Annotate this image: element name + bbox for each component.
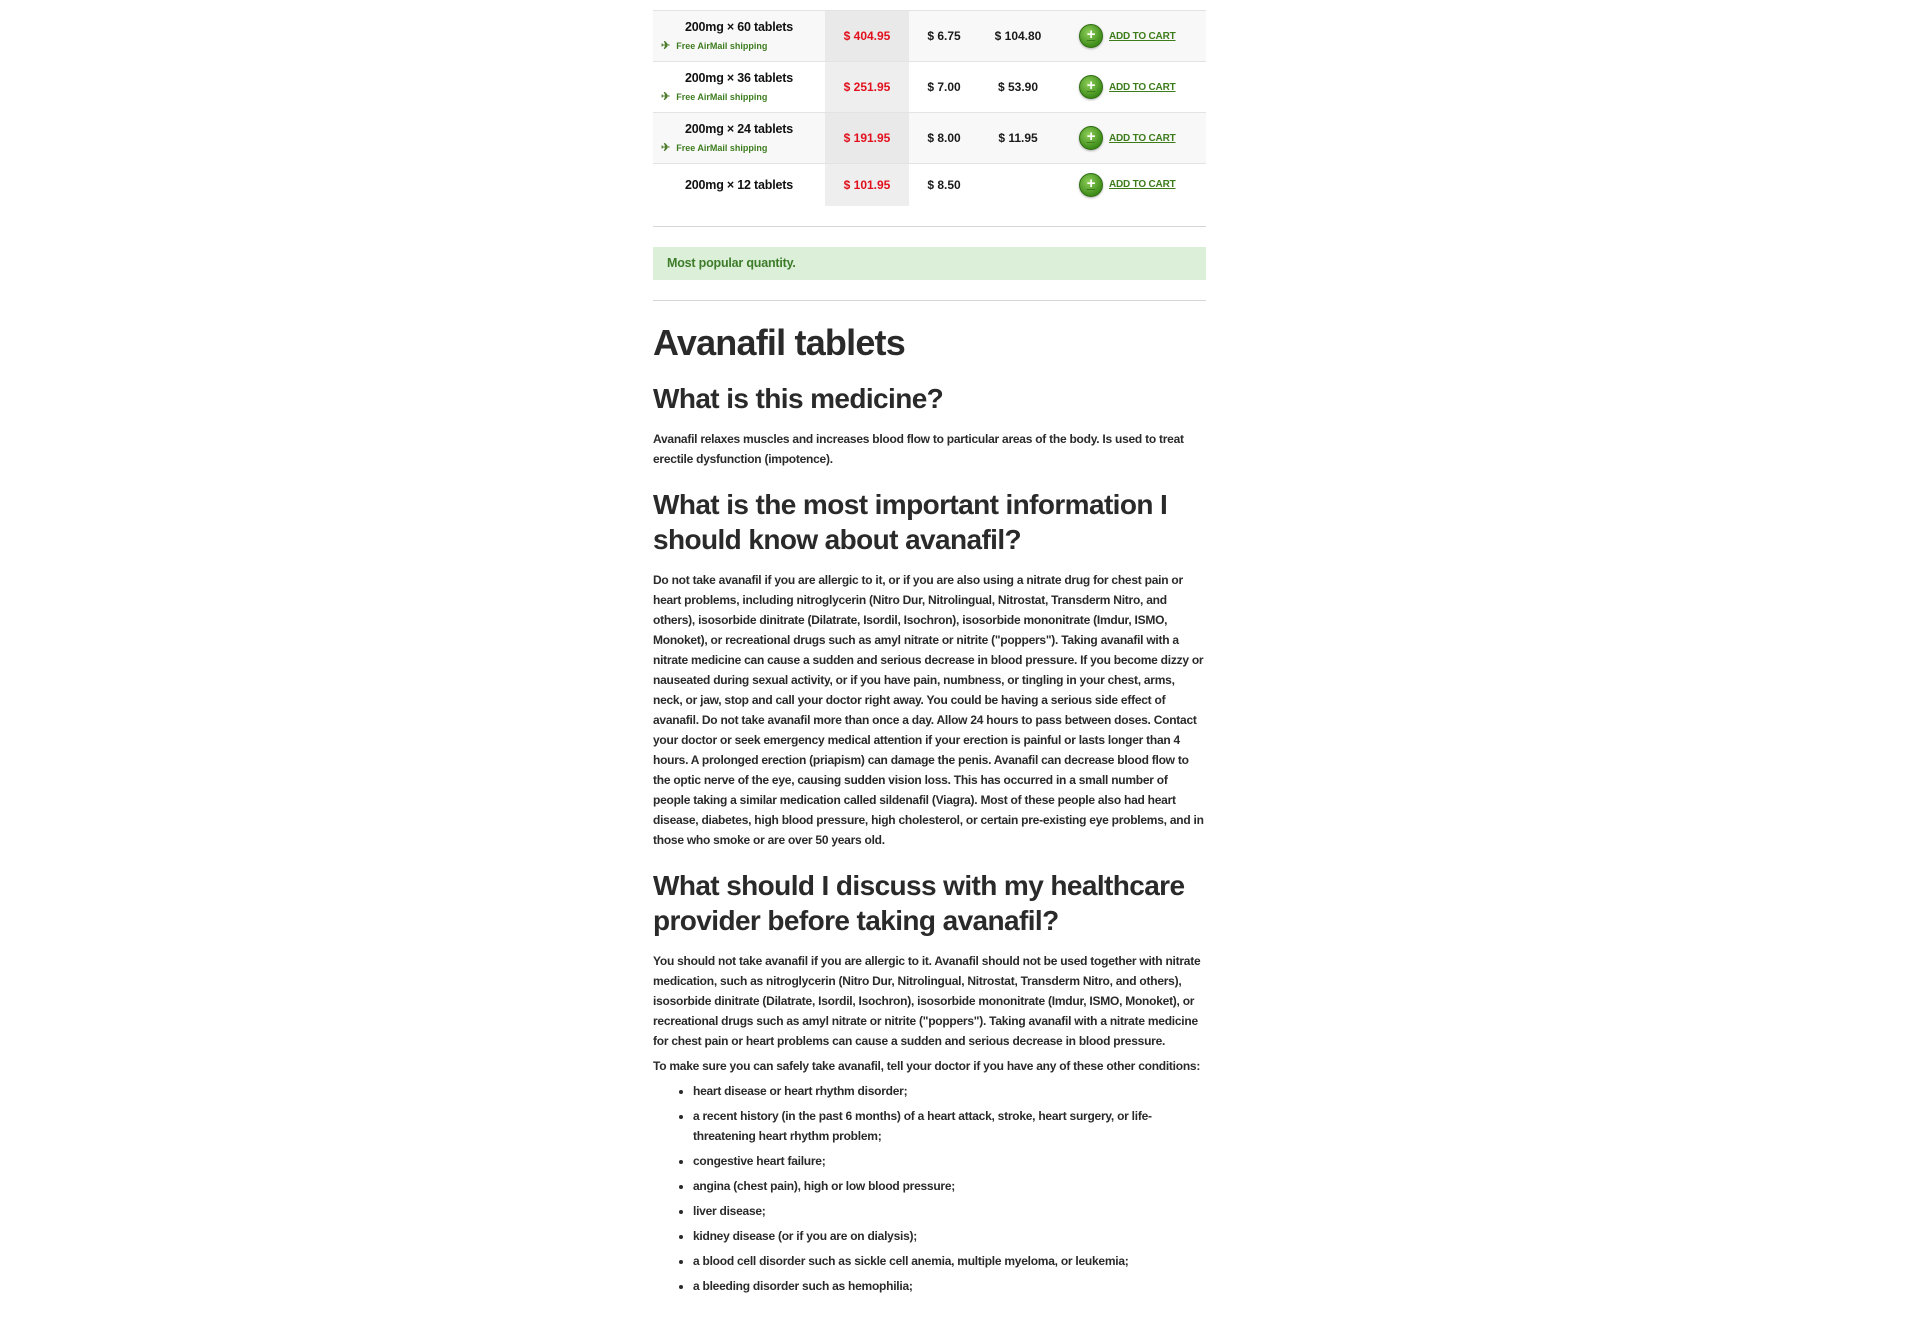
- airplane-icon: ✈: [661, 91, 671, 103]
- package-price: $ 191.95: [825, 113, 909, 164]
- list-item: • kidney disease (or if you are on dialysis);: [693, 1226, 1206, 1246]
- section-text: Do not take avanafil if you are allergic to it, or if you are also using a nitrate drug for chest pain or heart problems, including nitroglycerin (Nitro Dur, Nitrolingual, Nitrostat, Transderm Nitro, and others), isosorbide dinitrate (Dilatrate, Isordil, Isochron), isosorbide mononitrate (Imdur, ISMO, Monoket), or recreational drugs such as amyl nitrate or nitrite ("poppers"). Taking avanafil with a nitrate medicine can cause a sudden and serious decrease in blood pressure. If you become dizzy or nauseated during sexual activity, or if you have pain, numbness, or tingling in your chest, arms, neck, or jaw, stop and call your doctor right away. You could be having a serious side effect of avanafil. Do not take avanafil more than once a day. Allow 24 hours to pass between doses. Contact your doctor or seek emergency medical attention if your erection is painful or lasts longer than 4 hours. A prolonged erection (priapism) can damage the penis. Avanafil can decrease blood flow to the optic nerve of the eye, causing sudden vision loss. This has occurred in a small number of people taking a similar medication called sildenafil (Viagra). Most of these people also had heart disease, diabetes, high blood pressure, high cholesterol, or certain pre-existing eye problems, and in those who smoke or are over 50 years old.: [653, 572, 1204, 847]
- conditions-list: [653, 1081, 1206, 1296]
- list-item: • congestive heart failure;: [693, 1151, 1206, 1171]
- add-to-cart-label: ADD TO CART: [1109, 81, 1176, 93]
- add-to-cart-button[interactable]: [1079, 75, 1176, 99]
- page-title: Avanafil tablets: [653, 321, 905, 363]
- airplane-icon: ✈: [661, 142, 671, 154]
- per-pill-price: $ 6.75: [927, 29, 961, 43]
- list-item: • liver disease;: [693, 1201, 1206, 1221]
- table-row: [653, 62, 1206, 113]
- plus-icon: +: [1079, 24, 1103, 48]
- list-item: • a blood cell disorder such as sickle cell anemia, multiple myeloma, or leukemia;: [693, 1251, 1206, 1271]
- section-heading: What is this medicine?: [653, 382, 944, 414]
- savings: $ 11.95: [998, 131, 1038, 145]
- package-cell: [653, 62, 825, 113]
- package-cell: [653, 11, 825, 62]
- list-item: • angina (chest pain), high or low blood pressure;: [693, 1176, 1206, 1196]
- section-heading: What is the most important information I should know about avanafil?: [653, 488, 1168, 555]
- list-item: • a recent history (in the past 6 months) of a heart attack, stroke, heart surgery, or life-threatening heart rhythm problem;: [693, 1106, 1206, 1146]
- list-item: • heart disease or heart rhythm disorder;: [693, 1081, 1206, 1101]
- package-cell: [653, 113, 825, 164]
- section-text: You should not take avanafil if you are allergic to it. Avanafil should not be used together with nitrate medication, such as nitroglycerin (Nitro Dur, Nitrolingual, Nitrostat, Transderm Nitro, and others), isosorbide dinitrate (Dilatrate, Isordil, Isochron), isosorbide mononitrate (Imdur, ISMO, Monoket), or recreational drugs such as amyl nitrate or nitrite ("poppers"). Taking avanafil with a nitrate medicine for chest pain or heart problems can cause a sudden and serious decrease in blood pressure.: [653, 953, 1201, 1048]
- main-content: [653, 0, 1206, 1301]
- per-pill-price: $ 8.50: [927, 177, 961, 192]
- table-row: [653, 11, 1206, 62]
- shipping-note: [653, 39, 825, 52]
- package-price: $ 404.95: [825, 11, 909, 62]
- cart-cell: [1057, 164, 1206, 206]
- cart-cell: [1057, 113, 1206, 164]
- divider: [653, 226, 1206, 227]
- package-name: 200mg × 60 tablets: [685, 20, 793, 34]
- price-table: [653, 10, 1206, 206]
- shipping-label: Free AirMail shipping: [676, 142, 768, 153]
- section-heading: What should I discuss with my healthcare provider before taking avanafil?: [653, 869, 1185, 936]
- plus-icon: +: [1079, 126, 1103, 150]
- cart-cell: [1057, 62, 1206, 113]
- cart-cell: [1057, 11, 1206, 62]
- package-price: $ 101.95: [825, 164, 909, 206]
- add-to-cart-label: ADD TO CART: [1109, 30, 1176, 42]
- plus-icon: +: [1079, 75, 1103, 99]
- shipping-note: [653, 90, 825, 103]
- popular-quantity-note: Most popular quantity.: [653, 247, 1206, 280]
- savings: [979, 164, 1057, 206]
- package-name: 200mg × 12 tablets: [685, 177, 793, 192]
- plus-icon: +: [1079, 173, 1103, 197]
- add-to-cart-button[interactable]: [1079, 126, 1176, 150]
- airplane-icon: ✈: [661, 40, 671, 52]
- package-cell: [653, 164, 825, 206]
- section-text: To make sure you can safely take avanafil, tell your doctor if you have any of these other conditions:: [653, 1058, 1201, 1073]
- per-pill-price: $ 8.00: [927, 131, 961, 145]
- package-name: 200mg × 36 tablets: [685, 71, 793, 85]
- list-item: • a bleeding disorder such as hemophilia;: [693, 1276, 1206, 1296]
- per-pill-price: $ 7.00: [927, 80, 961, 94]
- add-to-cart-label: ADD TO CART: [1109, 132, 1176, 144]
- add-to-cart-button[interactable]: [1079, 24, 1176, 48]
- package-price: $ 251.95: [825, 62, 909, 113]
- savings: $ 104.80: [994, 29, 1042, 43]
- add-to-cart-button[interactable]: [1079, 173, 1176, 197]
- shipping-label: Free AirMail shipping: [676, 91, 768, 102]
- package-name: 200mg × 24 tablets: [685, 122, 793, 136]
- shipping-label: Free AirMail shipping: [676, 40, 768, 51]
- add-to-cart-label: ADD TO CART: [1109, 179, 1176, 191]
- divider: [653, 300, 1206, 301]
- table-row: [653, 164, 1206, 206]
- shipping-note: [653, 141, 825, 154]
- table-row: [653, 113, 1206, 164]
- savings: $ 53.90: [997, 80, 1039, 94]
- section-text: Avanafil relaxes muscles and increases blood flow to particular areas of the body. Is used to treat erectile dysfunction (impotence).: [653, 431, 1184, 466]
